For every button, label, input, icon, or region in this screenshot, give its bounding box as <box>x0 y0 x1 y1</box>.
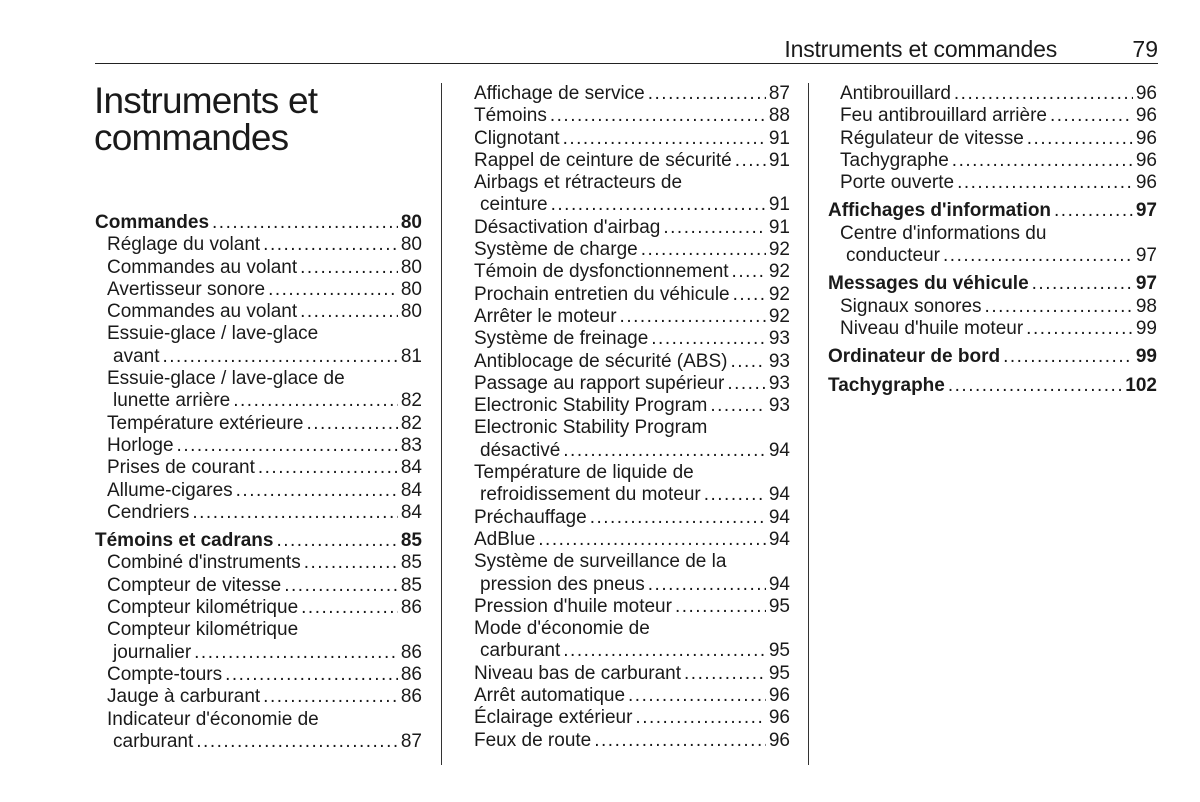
dot-leader <box>1032 273 1133 295</box>
toc-entry-text: Désactivation d'airbag <box>474 216 661 238</box>
toc-page-number: 92 <box>768 239 790 261</box>
dot-leader <box>268 279 398 301</box>
dot-leader <box>233 390 398 412</box>
dot-leader <box>730 351 765 373</box>
toc-section-entry[interactable] <box>95 530 422 552</box>
dot-leader <box>212 212 398 234</box>
page-number: 79 <box>1132 36 1158 62</box>
toc-entry[interactable] <box>95 257 422 279</box>
toc-entry-text: Niveau d'huile moteur <box>840 317 1024 339</box>
toc-page-number: 97 <box>1135 200 1157 222</box>
chapter-title-line-1: Instruments et <box>94 80 318 121</box>
toc-entry[interactable] <box>474 306 790 328</box>
dot-leader <box>1003 346 1133 368</box>
toc-page-number: 93 <box>768 350 790 372</box>
dot-leader <box>1026 318 1133 340</box>
toc-section-entry[interactable] <box>828 375 1157 397</box>
toc-entry-text: avant <box>113 345 160 367</box>
toc-entry-text: Horloge <box>107 434 174 456</box>
dot-leader <box>648 83 766 105</box>
toc-entry[interactable] <box>95 435 422 457</box>
dot-leader <box>304 552 398 574</box>
toc-page-number: 99 <box>1135 346 1157 368</box>
toc-page-number: 97 <box>1135 245 1157 267</box>
toc-entry[interactable] <box>95 664 422 686</box>
toc-page-number: 96 <box>1135 127 1157 149</box>
column-divider-2 <box>808 83 809 765</box>
toc-entry[interactable] <box>828 223 1157 268</box>
toc-entry-text: Porte ouverte <box>840 172 955 194</box>
dot-leader <box>628 685 766 707</box>
toc-entry[interactable] <box>95 368 422 413</box>
toc-entry[interactable] <box>95 301 422 323</box>
toc-entry-text: Compte-tours <box>107 663 223 685</box>
toc-entry[interactable] <box>95 279 422 301</box>
toc-page-number: 96 <box>1135 83 1157 104</box>
toc-entry[interactable] <box>828 318 1157 340</box>
toc-page-number: 98 <box>1135 295 1157 317</box>
toc-entry-text: Jauge à carburant <box>107 686 261 708</box>
dot-leader <box>276 530 397 552</box>
toc-page-number: 94 <box>768 528 790 550</box>
dot-leader <box>300 301 398 323</box>
toc-entry[interactable] <box>474 596 790 618</box>
column-divider-1 <box>441 83 442 765</box>
toc-page-number: 80 <box>400 256 422 278</box>
dot-leader <box>196 731 398 753</box>
toc-entry-text: Compteur kilométrique <box>107 597 299 619</box>
dot-leader <box>258 457 398 479</box>
toc-entry[interactable] <box>474 239 790 261</box>
toc-section-entry[interactable] <box>828 200 1157 222</box>
toc-page-number: 92 <box>768 261 790 283</box>
toc-entry-text: ceinture <box>480 194 548 216</box>
dot-leader <box>732 261 766 283</box>
dot-leader <box>563 440 766 462</box>
toc-entry-text: Prises de courant <box>107 457 255 479</box>
toc-entry[interactable] <box>95 597 422 619</box>
toc-entry-text: Feu antibrouillard arrière <box>840 105 1047 127</box>
toc-page-number: 86 <box>400 597 422 619</box>
dot-leader <box>648 574 766 596</box>
toc-entry-text: Ordinateur de bord <box>828 346 1001 368</box>
toc-entry-text: carburant <box>113 730 194 752</box>
dot-leader <box>194 642 398 664</box>
toc-page-number: 85 <box>400 574 422 596</box>
toc-page-number: 94 <box>768 439 790 461</box>
dot-leader <box>1050 105 1133 127</box>
toc-entry[interactable] <box>828 128 1157 150</box>
toc-page-number: 94 <box>768 484 790 506</box>
running-header-title: Instruments et commandes <box>784 36 1057 62</box>
toc-page-number: 96 <box>1135 105 1157 127</box>
toc-page-number: 82 <box>400 412 422 434</box>
toc-entry-text: Cendriers <box>107 501 190 523</box>
dot-leader <box>735 150 766 172</box>
toc-page-number: 91 <box>768 216 790 238</box>
toc-column-1 <box>95 212 422 753</box>
toc-page-number: 94 <box>768 506 790 528</box>
toc-section-entry[interactable] <box>828 346 1157 368</box>
dot-leader <box>538 529 766 551</box>
toc-entry-text: Prochain entretien du véhicule <box>474 283 730 305</box>
dot-leader <box>985 296 1133 318</box>
toc-entry-text: Température de liquide de <box>474 462 694 484</box>
toc-entry-text: Affichage de service <box>474 83 645 104</box>
toc-page-number: 96 <box>768 729 790 751</box>
toc-entry-text: Mode d'économie de <box>474 618 650 640</box>
toc-entry[interactable] <box>474 284 790 306</box>
toc-page-number: 96 <box>1135 149 1157 171</box>
toc-entry[interactable] <box>474 462 790 507</box>
dot-leader <box>620 306 766 328</box>
toc-page-number: 85 <box>400 552 422 574</box>
toc-page-number: 87 <box>768 83 790 104</box>
toc-page-number: 95 <box>768 595 790 617</box>
toc-entry-text: Tachygraphe <box>840 149 949 171</box>
toc-entry-text: Allume-cigares <box>107 479 233 501</box>
toc-page-number: 91 <box>768 194 790 216</box>
dot-leader <box>704 484 766 506</box>
dot-leader <box>733 284 766 306</box>
toc-entry-text: journalier <box>113 641 192 663</box>
toc-page-number: 80 <box>400 278 422 300</box>
toc-entry[interactable] <box>95 502 422 524</box>
toc-page-number: 86 <box>400 641 422 663</box>
toc-entry[interactable] <box>828 83 1157 105</box>
toc-entry[interactable] <box>95 323 422 368</box>
toc-entry[interactable] <box>474 730 790 752</box>
toc-entry-text: Témoins <box>474 105 547 127</box>
toc-page-number: 80 <box>400 301 422 323</box>
toc-page-number: 80 <box>400 234 422 256</box>
toc-page-number: 95 <box>768 640 790 662</box>
toc-page-number: 91 <box>768 127 790 149</box>
dot-leader <box>727 373 766 395</box>
toc-entry[interactable] <box>474 172 790 217</box>
toc-section-entry[interactable] <box>95 212 422 234</box>
toc-page-number: 96 <box>768 685 790 707</box>
dot-leader <box>675 596 766 618</box>
dot-leader <box>177 435 398 457</box>
toc-page-number: 93 <box>768 395 790 417</box>
toc-page-number: 84 <box>400 457 422 479</box>
toc-entry-text: Avertisseur sonore <box>107 278 266 300</box>
toc-section-entry[interactable] <box>828 273 1157 295</box>
dot-leader <box>952 150 1133 172</box>
dot-leader <box>192 502 397 524</box>
toc-entry[interactable] <box>474 618 790 663</box>
toc-entry-text: Préchauffage <box>474 506 587 528</box>
toc-entry-text: Combiné d'instruments <box>107 552 301 574</box>
toc-entry-text: Rappel de ceinture de sécurité <box>474 149 732 171</box>
toc-entry-text: Pression d'huile moteur <box>474 595 672 617</box>
dot-leader <box>943 245 1133 267</box>
toc-entry-text: Tachygraphe <box>828 374 945 396</box>
toc-entry-text: Antiblocage de sécurité (ABS) <box>474 350 728 372</box>
dot-leader <box>663 217 766 239</box>
toc-entry[interactable] <box>474 685 790 707</box>
toc-entry-text: Arrêt automatique <box>474 685 626 707</box>
toc-entry-text: conducteur <box>846 245 941 267</box>
toc-entry[interactable] <box>474 217 790 239</box>
dot-leader <box>306 413 397 435</box>
toc-entry-text: AdBlue <box>474 528 536 550</box>
toc-entry[interactable] <box>474 395 790 417</box>
toc-entry[interactable] <box>474 507 790 529</box>
toc-entry[interactable] <box>474 551 790 596</box>
toc-entry-text: Messages du véhicule <box>828 273 1029 295</box>
toc-entry-text: Centre d'informations du <box>840 222 1047 244</box>
toc-entry[interactable] <box>828 105 1157 127</box>
toc-entry-text: Electronic Stability Program <box>474 417 708 439</box>
toc-entry[interactable] <box>474 261 790 283</box>
toc-entry[interactable] <box>474 373 790 395</box>
toc-entry-text: Témoins et cadrans <box>95 530 274 552</box>
dot-leader <box>641 239 766 261</box>
toc-entry-text: Système de freinage <box>474 328 649 350</box>
toc-entry-text: pression des pneus <box>480 573 645 595</box>
toc-entry-text: Affichages d'information <box>828 200 1052 222</box>
toc-entry-text: Système de surveillance de la <box>474 551 727 573</box>
toc-entry-text: Clignotant <box>474 127 560 149</box>
toc-entry-text: Commandes <box>95 212 210 233</box>
toc-entry[interactable] <box>474 150 790 172</box>
toc-entry-text: Electronic Stability Program <box>474 395 708 417</box>
toc-page-number: 86 <box>400 663 422 685</box>
toc-entry[interactable] <box>474 105 790 127</box>
toc-page-number: 96 <box>768 707 790 729</box>
toc-entry-text: Arrêter le moteur <box>474 305 617 327</box>
toc-entry[interactable] <box>95 575 422 597</box>
toc-page-number: 84 <box>400 501 422 523</box>
toc-page-number: 94 <box>768 573 790 595</box>
toc-page-number: 88 <box>768 105 790 127</box>
toc-entry-text: Passage au rapport supérieur <box>474 372 725 394</box>
dot-leader <box>635 707 765 729</box>
dot-leader <box>300 257 398 279</box>
dot-leader <box>301 597 398 619</box>
toc-page-number: 95 <box>768 662 790 684</box>
toc-entry[interactable] <box>95 619 422 664</box>
dot-leader <box>651 328 766 350</box>
toc-page-number: 92 <box>768 283 790 305</box>
toc-page-number: 86 <box>400 686 422 708</box>
toc-entry-text: désactivé <box>480 439 561 461</box>
toc-entry-text: Commandes au volant <box>107 256 298 278</box>
toc-entry[interactable] <box>474 83 790 105</box>
dot-leader <box>263 686 398 708</box>
toc-page-number: 93 <box>768 372 790 394</box>
toc-page-number: 82 <box>400 390 422 412</box>
toc-entry-text: Régulateur de vitesse <box>840 127 1024 149</box>
toc-entry[interactable] <box>474 707 790 729</box>
toc-entry[interactable] <box>474 663 790 685</box>
chapter-title <box>94 82 414 156</box>
toc-entry[interactable] <box>474 128 790 150</box>
toc-entry[interactable] <box>828 296 1157 318</box>
dot-leader <box>948 375 1122 397</box>
dot-leader <box>162 346 397 368</box>
toc-entry[interactable] <box>95 709 422 754</box>
dot-leader <box>563 128 766 150</box>
header-rule <box>95 63 1158 64</box>
toc-page-number: 80 <box>400 212 422 233</box>
toc-entry-text: Antibrouillard <box>840 83 951 104</box>
dot-leader <box>594 730 766 752</box>
toc-entry[interactable] <box>474 417 790 462</box>
dot-leader <box>284 575 398 597</box>
toc-entry-text: Airbags et rétracteurs de <box>474 172 683 194</box>
chapter-title-line-2: commandes <box>94 117 289 158</box>
toc-entry-text: Témoin de dysfonctionnement <box>474 261 729 283</box>
toc-entry-text: Éclairage extérieur <box>474 707 633 729</box>
toc-entry[interactable] <box>474 529 790 551</box>
toc-entry-text: Compteur de vitesse <box>107 574 282 596</box>
toc-entry-text: lunette arrière <box>113 390 231 412</box>
toc-page-number: 93 <box>768 328 790 350</box>
toc-entry-text: Compteur kilométrique <box>107 619 299 641</box>
toc-entry[interactable] <box>474 351 790 373</box>
toc-entry-text: Commandes au volant <box>107 301 298 323</box>
toc-entry-text: Indicateur d'économie de <box>107 708 319 730</box>
toc-entry[interactable] <box>828 172 1157 194</box>
toc-column-3 <box>828 83 1157 397</box>
dot-leader <box>1054 200 1133 222</box>
dot-leader <box>957 172 1133 194</box>
toc-entry-text: carburant <box>480 640 561 662</box>
toc-column-2 <box>474 83 790 752</box>
toc-page-number: 92 <box>768 305 790 327</box>
dot-leader <box>590 507 766 529</box>
dot-leader <box>710 395 765 417</box>
toc-entry-text: Système de charge <box>474 239 638 261</box>
toc-entry[interactable] <box>95 457 422 479</box>
toc-entry[interactable] <box>95 480 422 502</box>
toc-page-number: 97 <box>1135 273 1157 295</box>
dot-leader <box>684 663 766 685</box>
toc-entry-text: Signaux sonores <box>840 295 982 317</box>
toc-page-number: 91 <box>768 149 790 171</box>
toc-page-number: 85 <box>400 530 422 552</box>
toc-entry-text: Feux de route <box>474 729 592 751</box>
dot-leader <box>551 194 766 216</box>
toc-entry-text: Niveau bas de carburant <box>474 662 682 684</box>
toc-page-number: 96 <box>1135 172 1157 194</box>
dot-leader <box>563 640 766 662</box>
dot-leader <box>263 234 398 256</box>
toc-entry[interactable] <box>95 686 422 708</box>
toc-entry-text: Réglage du volant <box>107 234 261 256</box>
toc-entry[interactable] <box>95 552 422 574</box>
toc-page-number: 83 <box>400 434 422 456</box>
toc-page-number: 102 <box>1125 374 1157 396</box>
toc-page-number: 84 <box>400 479 422 501</box>
toc-entry-text: Température extérieure <box>107 412 304 434</box>
toc-page-number: 87 <box>400 730 422 752</box>
dot-leader <box>236 480 398 502</box>
toc-entry-text: Essuie-glace / lave-glace de <box>107 368 345 390</box>
toc-entry[interactable] <box>828 150 1157 172</box>
toc-entry[interactable] <box>95 234 422 256</box>
dot-leader <box>550 105 766 127</box>
dot-leader <box>225 664 398 686</box>
toc-entry-text: Essuie-glace / lave-glace <box>107 323 319 345</box>
toc-page-number: 81 <box>400 345 422 367</box>
dot-leader <box>1027 128 1133 150</box>
toc-entry[interactable] <box>95 413 422 435</box>
dot-leader <box>954 83 1133 105</box>
toc-entry-text: refroidissement du moteur <box>480 484 701 506</box>
toc-entry[interactable] <box>474 328 790 350</box>
toc-page-number: 99 <box>1135 317 1157 339</box>
